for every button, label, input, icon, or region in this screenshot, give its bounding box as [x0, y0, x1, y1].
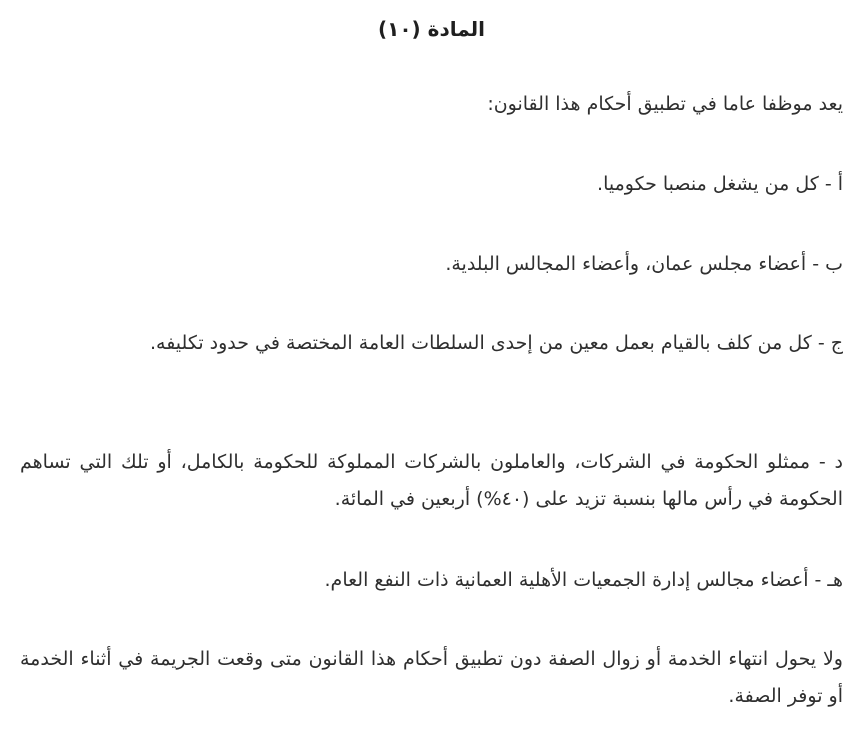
article-item-c: ج - كل من كلف بالقيام بعمل معين من إحدى السلطات العامة المختصة في حدود تكليفه. — [149, 332, 843, 354]
article-item-a: أ - كل من يشغل منصبا حكوميا. — [597, 173, 843, 195]
article-item-d: د - ممثلو الحكومة في الشركات، والعاملون بالشركات المملوكة للحكومة بالكامل، أو تلك التي تساهم الحكومة في رأس مالها بنسبة تزيد على (٤٠%) أربعين في المائة. — [20, 451, 843, 510]
article-closing: ولا يحول انتهاء الخدمة أو زوال الصفة دون تطبيق أحكام هذا القانون متى وقعت الجريمة في أثناء الخدمة أو توفر الصفة. — [20, 648, 843, 707]
article-item-h: هـ - أعضاء مجالس إدارة الجمعيات الأهلية العمانية ذات النفع العام. — [324, 569, 843, 591]
article-item-b: ب - أعضاء مجلس عمان، وأعضاء المجالس البلدية. — [445, 253, 843, 275]
article-intro: يعد موظفا عاما في تطبيق أحكام هذا القانون: — [487, 93, 843, 115]
article-title: المادة (١٠) — [377, 17, 486, 41]
